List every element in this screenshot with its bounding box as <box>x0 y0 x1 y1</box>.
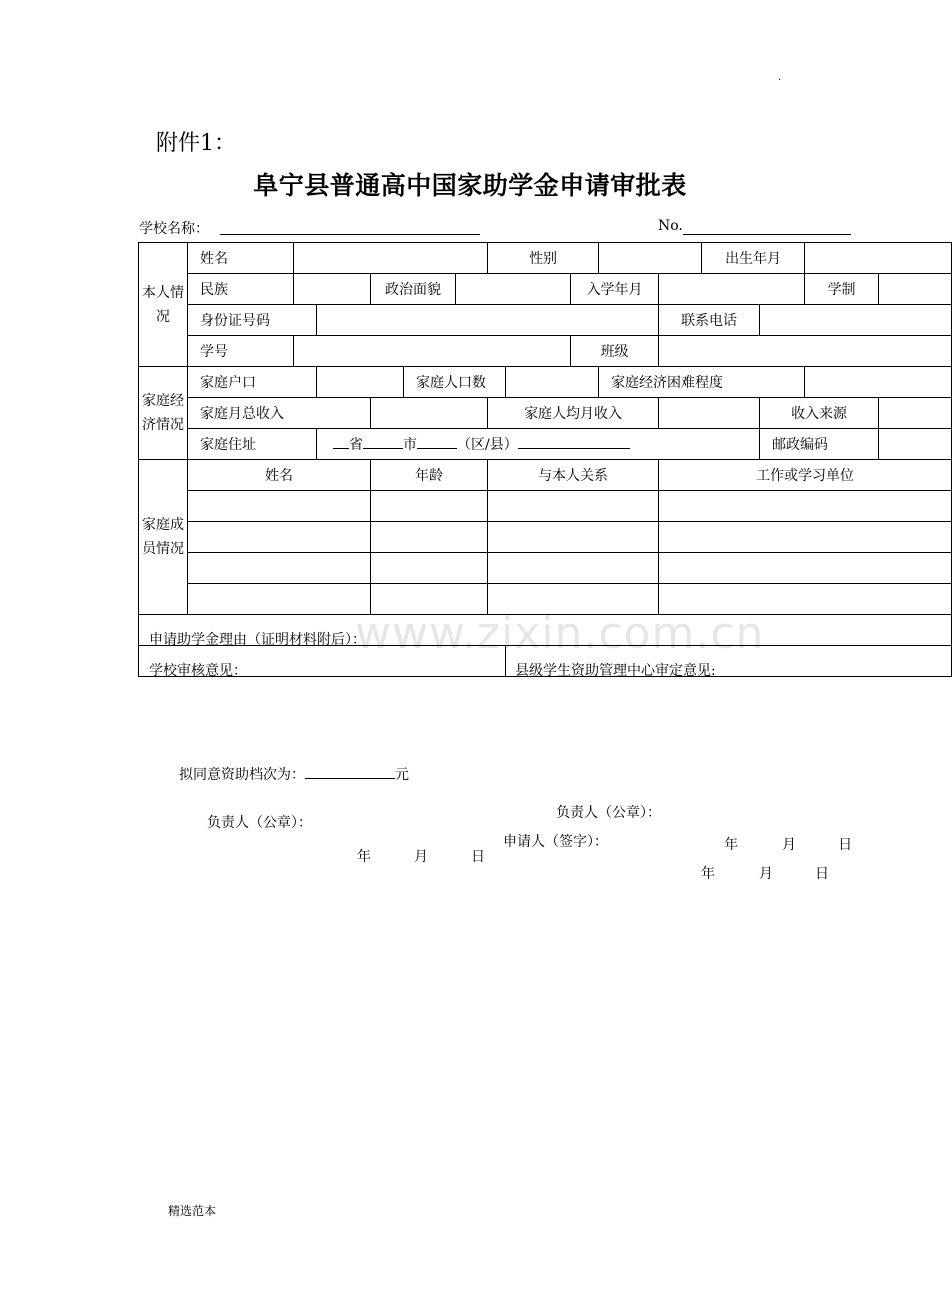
school-name-field[interactable] <box>220 218 480 235</box>
label-ethnicity: 民族 <box>188 274 294 305</box>
label-gender: 性别 <box>488 243 599 274</box>
grade-prefix: 拟同意资助档次为： <box>179 767 305 783</box>
annex-label: 附件1： <box>156 131 236 156</box>
county-date-month: 月 <box>782 837 797 853</box>
label-phone: 联系电话 <box>659 305 760 336</box>
school-review-section[interactable] <box>139 646 506 865</box>
label-postcode: 邮政编码 <box>760 429 879 460</box>
label-monthly-income: 家庭月总收入 <box>188 398 371 429</box>
member-name-field[interactable] <box>188 584 371 615</box>
reason-date-month: 月 <box>759 866 773 882</box>
watermark: www.zixin.com.cn <box>355 608 765 659</box>
field-birth[interactable] <box>805 243 952 274</box>
label-name: 姓名 <box>188 243 294 274</box>
field-address[interactable] <box>317 429 760 460</box>
member-header-age: 年龄 <box>371 460 488 491</box>
address-province: 省 <box>349 437 364 453</box>
section-family-members: 家庭成员情况 <box>139 460 188 615</box>
field-postcode[interactable] <box>879 429 952 460</box>
field-political[interactable] <box>456 274 571 305</box>
grade-suffix: 元 <box>395 767 409 783</box>
member-row <box>139 584 952 615</box>
member-relation-field[interactable] <box>488 491 659 522</box>
label-political: 政治面貌 <box>371 274 456 305</box>
school-date-month: 月 <box>414 849 428 865</box>
member-relation-field[interactable] <box>488 553 659 584</box>
county-responsible-label: 负责人（公章）： <box>556 805 662 821</box>
footer-note: 精选范本 <box>168 1204 217 1218</box>
serial-no-label: No. <box>658 218 683 234</box>
label-schooling: 学制 <box>805 274 879 305</box>
member-unit-field[interactable] <box>659 584 952 615</box>
label-hukou: 家庭户口 <box>188 367 317 398</box>
label-per-capita: 家庭人均月收入 <box>488 398 659 429</box>
member-name-field[interactable] <box>188 522 371 553</box>
field-population[interactable] <box>506 367 599 398</box>
applicant-signature-label: 申请人（签字）： <box>503 834 608 850</box>
field-difficulty[interactable] <box>805 367 952 398</box>
field-schooling[interactable] <box>879 274 952 305</box>
member-age-field[interactable] <box>371 491 488 522</box>
member-header-name: 姓名 <box>188 460 371 491</box>
label-income-source: 收入来源 <box>760 398 879 429</box>
county-review-label: 县级学生资助管理中心审定意见: <box>515 663 716 679</box>
member-unit-field[interactable] <box>659 553 952 584</box>
member-age-field[interactable] <box>371 522 488 553</box>
member-row <box>139 553 952 584</box>
form-title: 阜宁县普通高中国家助学金申请审批表 <box>253 171 687 200</box>
address-city: 市 <box>403 437 418 453</box>
member-header-unit: 工作或学习单位 <box>659 460 952 491</box>
county-date-year: 年 <box>724 837 739 853</box>
member-age-field[interactable] <box>371 553 488 584</box>
member-age-field[interactable] <box>371 584 488 615</box>
school-review-label: 学校审核意见： <box>149 663 247 679</box>
school-date-day: 日 <box>471 849 485 865</box>
member-row <box>139 491 952 522</box>
corner-mark: . <box>778 72 782 83</box>
label-address: 家庭住址 <box>188 429 317 460</box>
member-relation-field[interactable] <box>488 522 659 553</box>
member-row <box>139 522 952 553</box>
label-difficulty: 家庭经济困难程度 <box>599 367 805 398</box>
serial-no-field[interactable] <box>683 218 851 235</box>
reason-label: 申请助学金理由（证明材料附后）： <box>149 632 366 648</box>
label-class: 班级 <box>571 336 659 367</box>
grade-amount-field[interactable] <box>305 764 395 779</box>
field-hukou[interactable] <box>317 367 404 398</box>
member-header-relation: 与本人关系 <box>488 460 659 491</box>
field-id-number[interactable] <box>317 305 659 336</box>
label-enroll: 入学年月 <box>571 274 659 305</box>
label-population: 家庭人口数 <box>404 367 506 398</box>
field-student-id[interactable] <box>294 336 571 367</box>
member-name-field[interactable] <box>188 553 371 584</box>
reason-date-day: 日 <box>815 866 829 882</box>
field-income-source[interactable] <box>879 398 952 429</box>
field-enroll[interactable] <box>659 274 805 305</box>
application-form <box>138 242 952 882</box>
field-ethnicity[interactable] <box>294 274 371 305</box>
label-student-id: 学号 <box>188 336 294 367</box>
section-family-econ: 家庭经济情况 <box>139 367 188 460</box>
member-relation-field[interactable] <box>488 584 659 615</box>
label-id-number: 身份证号码 <box>188 305 317 336</box>
field-gender[interactable] <box>599 243 702 274</box>
field-name[interactable] <box>294 243 488 274</box>
school-name-label: 学校名称： <box>139 221 209 237</box>
school-responsible-label: 负责人（公章）： <box>207 815 312 831</box>
member-unit-field[interactable] <box>659 522 952 553</box>
county-date-day: 日 <box>838 837 853 853</box>
reason-date-year: 年 <box>701 866 715 882</box>
field-per-capita[interactable] <box>659 398 760 429</box>
field-monthly-income[interactable] <box>371 398 488 429</box>
field-class[interactable] <box>659 336 952 367</box>
field-phone[interactable] <box>760 305 952 336</box>
member-unit-field[interactable] <box>659 491 952 522</box>
label-birth: 出生年月 <box>702 243 805 274</box>
member-name-field[interactable] <box>188 491 371 522</box>
address-district: （区/县） <box>457 437 518 453</box>
section-personal: 本人情况 <box>139 243 188 367</box>
school-date-year: 年 <box>357 849 371 865</box>
